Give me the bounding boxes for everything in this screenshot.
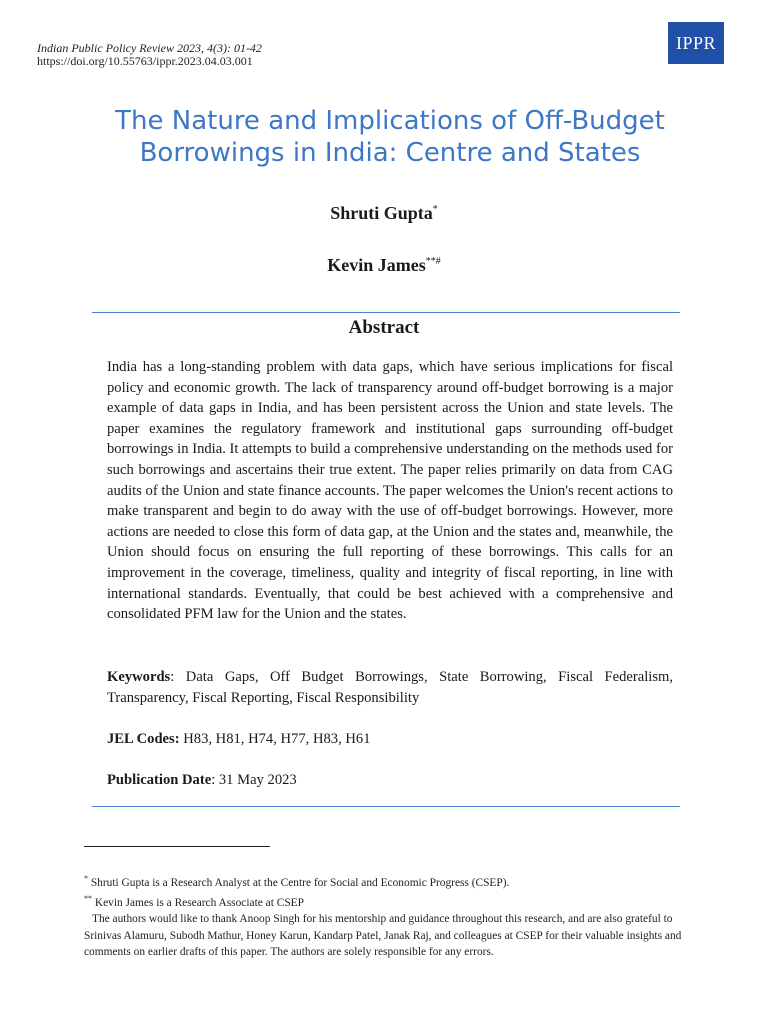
author-name: Kevin James (327, 255, 426, 275)
footnote-text: Kevin James is a Research Associate at CSEP (92, 897, 304, 909)
footnote-text: Shruti Gupta is a Research Analyst at the Centre for Social and Economic Progress (CSEP). (88, 876, 510, 889)
author-name: Shruti Gupta (330, 203, 433, 223)
footnote-mark: * (84, 874, 88, 883)
jel-codes (107, 729, 673, 749)
acknowledgement: The authors would like to thank Anoop Singh for his mentorship and guidance throughout this research, and are also grateful to Srinivas Alamuru, Subodh Mathur, Honey Karun, Kandarp Patel, Janak Raj, and colleagues at CSEP for their valuable insights and comments on earlier drafts of this paper. The authors are solely responsible for any errors. (84, 913, 682, 959)
abstract-text: India has a long-standing problem with data gaps, which have serious implications for fiscal policy and economic growth. The lack of transparency around off-budget borrowing is a major example of data gaps in India, and has been persistent across the Union and state levels. The paper examines the regulatory framework and institutional gaps surrounding off-budget borrowings in India. It attempts to build a comprehensive understanding on the methods used for such borrowings and ascertains their true extent. The paper relies primarily on data from CAG audits of the Union and state finance accounts. The paper welcomes the Union's recent actions to make transparent and begin to do away with the use of off-budget borrowings. However, more actions are needed to close this form of data gap, at the Union and the states and, meanwhile, the Union should focus on ensuring the full reporting of these borrowings. This calls for an improvement in the coverage, timeliness, quality and integrity of fiscal reporting, in line with international standards. Eventually, that could be best achieved with a comprehensive and consolidated PFM law for the Union and the states. (107, 359, 673, 623)
ippr-logo: IPPR (668, 22, 724, 64)
publication-date (107, 770, 673, 790)
publication-label: Publication Date (107, 772, 212, 788)
author-2 (0, 255, 768, 276)
journal-citation: Indian Public Policy Review 2023, 4(3): 01-42 (37, 41, 262, 55)
doi-link[interactable]: https://doi.org/10.55763/ippr.2023.04.03.001 (37, 54, 253, 68)
divider-top (92, 312, 680, 313)
keywords (107, 667, 673, 708)
abstract-heading: Abstract (348, 317, 420, 338)
footnote-2 (84, 891, 700, 911)
paper-title: The Nature and Implications of Off-Budget Borrowings in India: Centre and States (115, 106, 665, 168)
publication-value: : 31 May 2023 (211, 772, 297, 788)
divider-bottom (92, 806, 680, 807)
footnote-separator (84, 846, 270, 847)
author-footnote-mark: * (432, 204, 438, 215)
author-1 (0, 203, 768, 224)
author-footnote-mark: **# (425, 256, 441, 267)
jel-label: JEL Codes: (107, 731, 180, 747)
footnote-1 (84, 871, 700, 891)
keywords-value: : Data Gaps, Off Budget Borrowings, State Borrowing, Fiscal Federalism, Transparency, Fiscal Reporting, Fiscal Responsibility (107, 669, 673, 706)
footnotes (84, 871, 700, 961)
footnote-mark: ** (84, 894, 92, 904)
jel-value: H83, H81, H74, H77, H83, H61 (179, 731, 371, 747)
keywords-label: Keywords (107, 669, 171, 685)
